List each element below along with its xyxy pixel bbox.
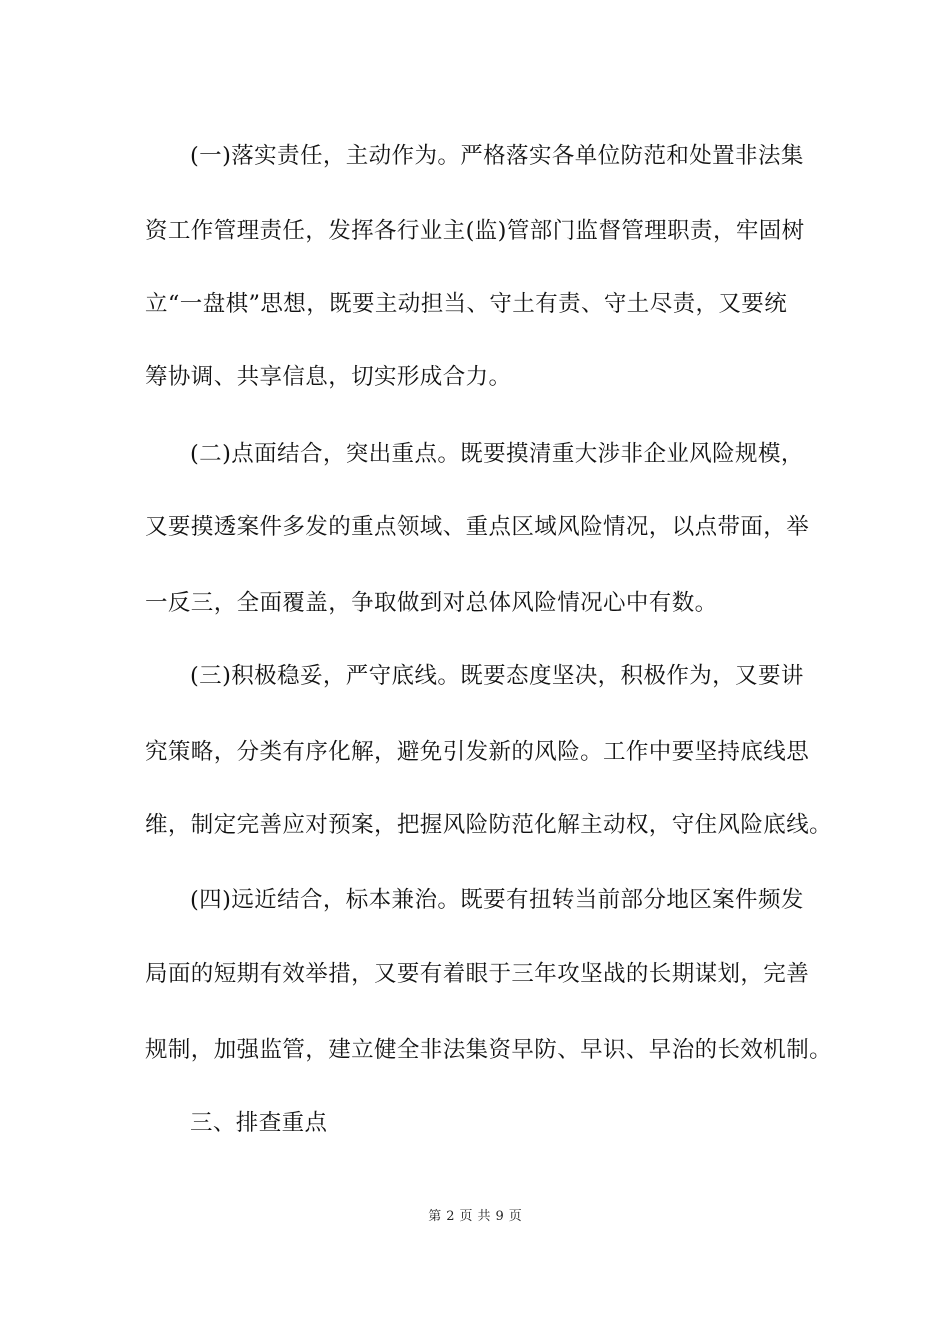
footer-page-word: 页 bbox=[459, 1209, 473, 1224]
paragraph-2-line-1: (二)点面结合，突出重点。既要摸清重大涉非企业风险规模， bbox=[190, 441, 804, 467]
paragraph-4-line-2: 局面的短期有效举措，又要有着眼于三年攻坚战的长期谋划，完善 bbox=[145, 961, 810, 987]
paragraph-2-line-3: 一反三，全面覆盖，争取做到对总体风险情况心中有数。 bbox=[145, 590, 718, 616]
paragraph-3-line-2: 究策略，分类有序化解，避免引发新的风险。工作中要坚持底线思 bbox=[145, 739, 810, 765]
paragraph-3-line-1: (三)积极稳妥，严守底线。既要态度坚决，积极作为，又要讲 bbox=[190, 663, 804, 689]
paragraph-3-line-3: 维，制定完善应对预案，把握风险防范化解主动权，守住风险底线。 bbox=[145, 812, 833, 838]
section-heading: 三、排查重点 bbox=[190, 1110, 328, 1136]
paragraph-1-line-4: 筹协调、共享信息，切实形成合力。 bbox=[145, 364, 512, 390]
footer-total-pages: 9 bbox=[495, 1209, 504, 1224]
paragraph-2-line-2: 又要摸透案件多发的重点领域、重点区域风险情况，以点带面，举 bbox=[145, 514, 810, 540]
paragraph-4-line-1: (四)远近结合，标本兼治。既要有扭转当前部分地区案件频发 bbox=[190, 887, 804, 913]
paragraph-1-line-3: 立“一盘棋”思想，既要主动担当、守土有责、守土尽责，又要统 bbox=[145, 291, 788, 317]
page-footer bbox=[0, 1208, 950, 1226]
footer-current-page: 2 bbox=[446, 1209, 455, 1224]
footer-total-word: 共 bbox=[477, 1209, 491, 1224]
paragraph-4-line-3: 规制，加强监管，建立健全非法集资早防、早识、早治的长效机制。 bbox=[145, 1037, 833, 1063]
footer-suffix: 页 bbox=[508, 1209, 522, 1224]
paragraph-1-line-2: 资工作管理责任，发挥各行业主(监)管部门监督管理职责，牢固树 bbox=[145, 218, 805, 244]
paragraph-1-line-1: (一)落实责任，主动作为。严格落实各单位防范和处置非法集 bbox=[190, 143, 804, 169]
footer-prefix: 第 bbox=[428, 1209, 442, 1224]
